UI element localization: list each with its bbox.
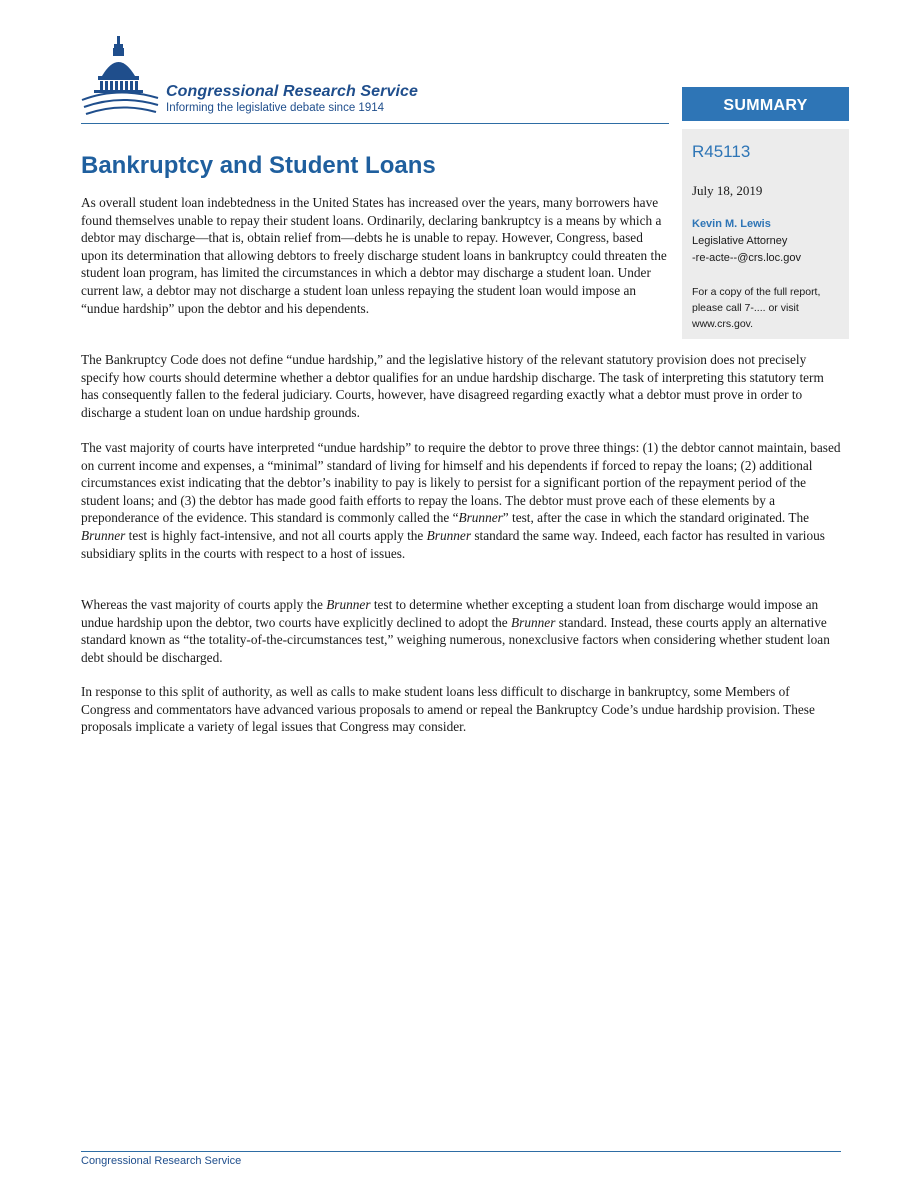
author-email[interactable]: -re-acte--@crs.loc.gov: [692, 252, 801, 264]
case-name: Brunner: [81, 527, 126, 543]
paragraph-text: standard the same way. Indeed, each factor has resulted in various subsidiary splits in the courts with respect to a host of issues.: [81, 527, 825, 561]
paragraph-text: test is highly fact-intensive, and not all courts apply the: [125, 527, 427, 543]
paragraph-5: In response to this split of authority, as well as calls to make student loans less difficult to discharge in bankruptcy, some Members of Congress and commentators have advanced various proposals to amend or repeal the Bankruptcy Code’s undue hardship provision. These proposals implicate a variety of legal issues that Congress may consider.: [81, 684, 815, 735]
report-id: R45113: [692, 142, 751, 161]
footer-divider: [81, 1151, 841, 1152]
paragraph-4: [81, 596, 841, 666]
author-name: Kevin M. Lewis: [692, 218, 771, 230]
paragraph-text: standard. Instead, these courts apply an alternative standard known as “the totality-of-the-circumstances test,” weighing numerous, nonexclusive factors when considering whether student loan debt should be discharged.: [81, 614, 830, 665]
paragraph-text: ” test, after the case in which the standard originated. The: [502, 510, 810, 526]
case-name: Brunner: [326, 597, 371, 612]
footer-org-name: Congressional Research Service: [81, 1155, 242, 1167]
paragraph-1: As overall student loan indebtedness in the United States has increased over the years, many borrowers have found themselves unable to repay their student loans. Ordinarily, declaring bankruptcy is a means by which a debtor may discharge—that is, obtain relief from—debts he is unable to repay. However, Congress, based upon its determination that allowing debtors to freely discharge student loans in bankruptcy could threaten the student loan program, has limited the circumstances in which a debtor may discharge a student loan. Under current law, a debtor may not discharge a student loan unless repaying the student loan would impose an “undue hardship” upon the debtor and his dependents.: [81, 195, 667, 316]
logo-wordmark: [166, 83, 418, 114]
org-name: Congressional Research Service: [166, 83, 419, 100]
capitol-dome-logo: [80, 34, 162, 124]
copy-note: For a copy of the full report, please call 7-.... or visit www.crs.gov.: [692, 286, 821, 330]
paragraph-3: [81, 439, 841, 562]
paragraph-2: The Bankruptcy Code does not define “undue hardship,” and the legislative history of the relevant statutory provision does not precisely specify how courts should determine whether a debtor qualifies for an undue hardship discharge. The task of interpreting this statutory term has consequently fallen to the federal judiciary. Courts, however, have disagreed regarding exactly what a debtor must prove in order to discharge a student loan on undue hardship grounds.: [81, 352, 824, 420]
summary-label: SUMMARY: [682, 87, 849, 121]
case-name: Brunner: [458, 510, 503, 526]
paragraph-text: Whereas the vast majority of courts apply the: [81, 597, 327, 612]
org-tagline: Informing the legislative debate since 1914: [166, 102, 385, 114]
author-title: Legislative Attorney: [692, 235, 788, 247]
case-name: Brunner: [426, 527, 471, 543]
case-name: Brunner: [511, 614, 556, 630]
header-divider: [81, 123, 669, 124]
paragraph-text: The vast majority of courts have interpreted “undue hardship” to require the debtor to prove three things: (1) the debtor cannot maintain, based on current income and expenses, a “minimal” standard of living for himself and his dependents if forced to repay the loans; (2) additional circumstances exist indicating that the debtor’s inability to pay is likely to persist for a significant portion of the repayment period of the student loans; and (3) the debtor has made good faith efforts to repay the loans. The debtor must prove each of these elements by a preponderance of the evidence. This standard is commonly called the “: [81, 440, 841, 526]
page-title: Bankruptcy and Student Loans: [81, 152, 436, 179]
report-date: July 18, 2019: [692, 183, 763, 198]
paragraph-text: test to determine whether excepting a student loan from discharge would impose an undue hardship upon the debtor, two courts have explicitly declined to adopt the: [81, 597, 819, 630]
